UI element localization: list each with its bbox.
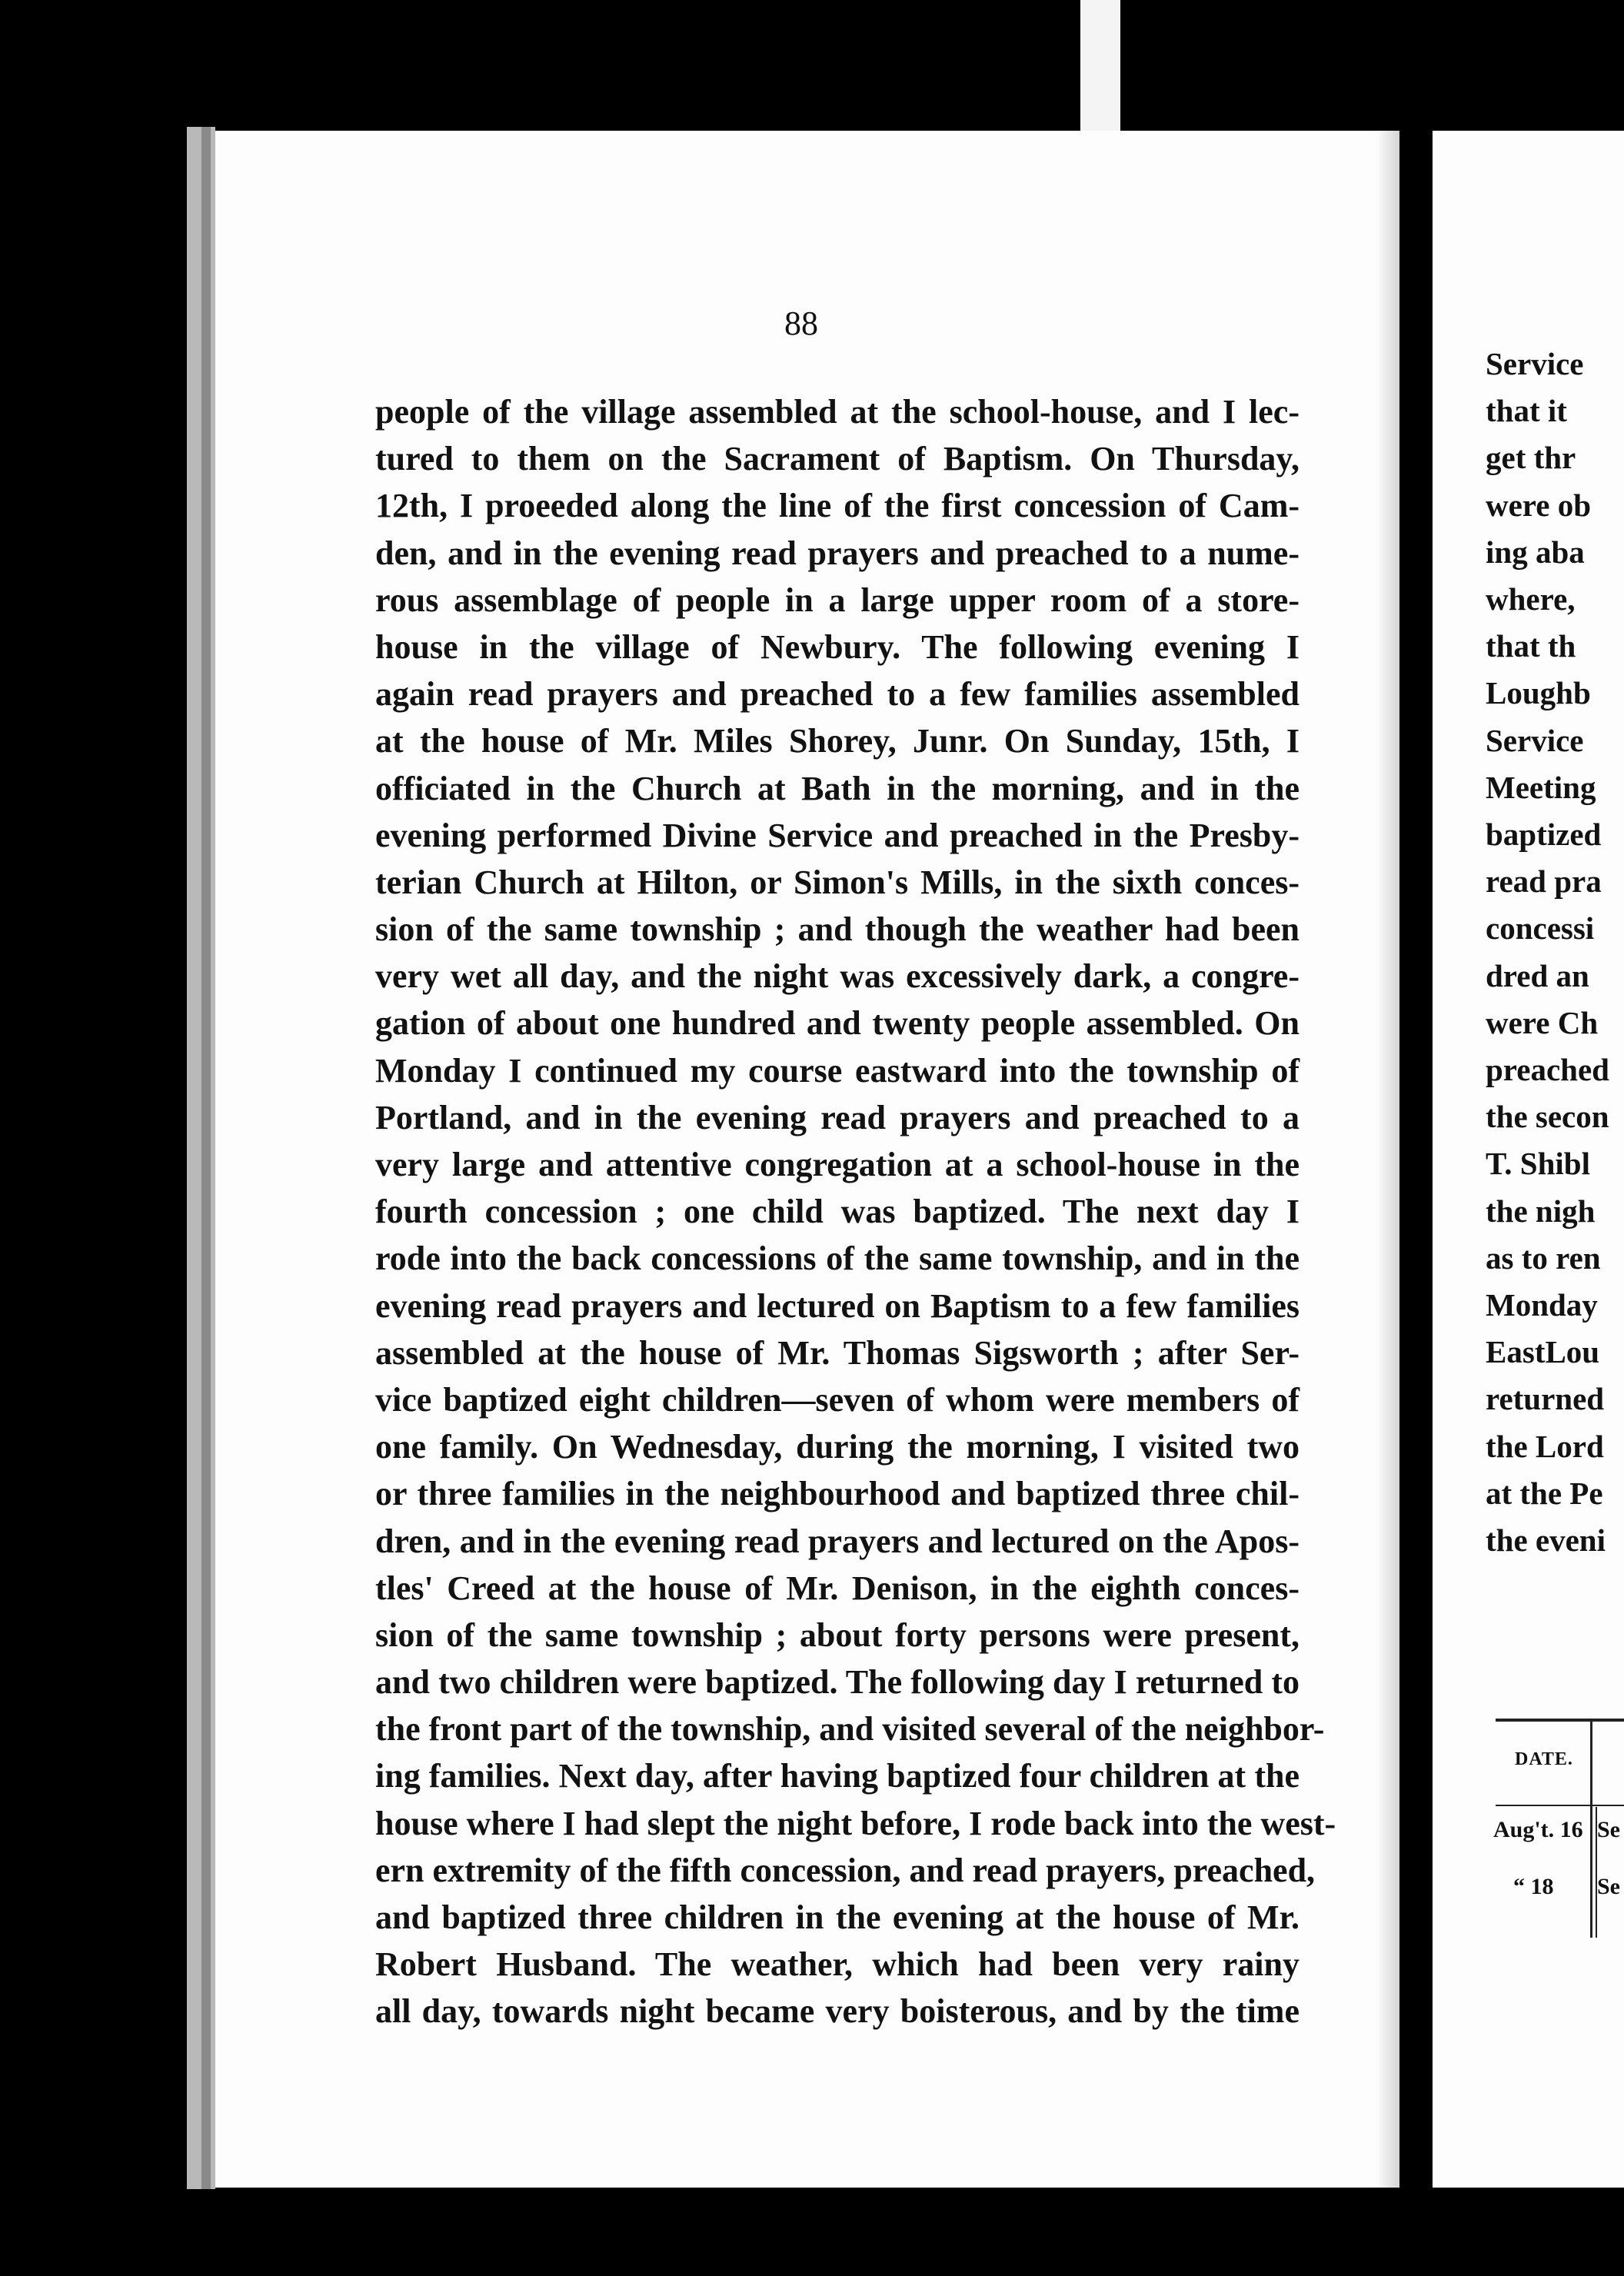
- text-line: again read prayers and preached to a few families assembled: [375, 675, 1300, 714]
- text-line: Meeting: [1486, 769, 1596, 805]
- text-line: den, and in the evening read prayers and preached to a nume-: [375, 534, 1300, 572]
- text-line: assembled at the house of Mr. Thomas Sigsworth ; after Ser-: [375, 1333, 1300, 1372]
- text-line: ern extremity of the fifth concession, and read prayers, preached,: [375, 1851, 1316, 1889]
- text-line: EastLou: [1486, 1334, 1600, 1370]
- text-line: read pra: [1486, 863, 1602, 900]
- gutter-shadow: [1376, 131, 1399, 2188]
- text-line: or three families in the neighbourhood and baptized three chil-: [375, 1475, 1300, 1513]
- text-line: one family. On Wednesday, during the morning, I visited two: [375, 1428, 1300, 1466]
- text-line: vice baptized eight children—seven of whom were members of: [375, 1380, 1300, 1419]
- text-line: Loughb: [1486, 675, 1591, 711]
- table-cell: Se: [1597, 1874, 1620, 1899]
- text-line: gation of about one hundred and twenty people assembled. On: [375, 1004, 1300, 1043]
- book-left-edge-shadow: [201, 127, 211, 2189]
- text-line: ing aba: [1486, 534, 1585, 570]
- text-line: the front part of the township, and visited several of the neighbor-: [375, 1710, 1325, 1749]
- text-line: and baptized three children in the evening at the house of Mr.: [375, 1898, 1300, 1936]
- table-date-cell: “ 18: [1513, 1874, 1554, 1899]
- text-line: preached: [1486, 1052, 1609, 1088]
- table-cell: Se: [1597, 1817, 1620, 1842]
- table-date-cell: Aug't. 16: [1493, 1817, 1583, 1842]
- table-top-rule: [1496, 1719, 1624, 1722]
- text-line: house where I had slept the night before, I rode back into the west-: [375, 1804, 1336, 1842]
- text-line: ing families. Next day, after having baptized four children at the: [375, 1757, 1300, 1795]
- text-line: evening read prayers and lectured on Baptism to a few families: [375, 1286, 1300, 1325]
- page-number: 88: [784, 304, 818, 342]
- text-line: returned: [1486, 1381, 1605, 1417]
- text-line: where,: [1486, 581, 1576, 617]
- left-page-body: [375, 388, 1336, 2035]
- text-line: tured to them on the Sacrament of Baptism. On Thursday,: [375, 440, 1300, 478]
- text-line: people of the village assembled at the school-house, and I lec-: [375, 393, 1300, 431]
- text-line: at the house of Mr. Miles Shorey, Junr. On Sunday, 15th, I: [375, 722, 1300, 760]
- text-line: 12th, I proeeded along the line of the first concession of Cam-: [375, 487, 1300, 525]
- text-line: Portland, and in the evening read prayers and preached to a: [375, 1098, 1300, 1136]
- text-line: officiated in the Church at Bath in the morning, and in the: [375, 769, 1300, 807]
- text-line: Service: [1486, 722, 1584, 758]
- text-line: Robert Husband. The weather, which had been very rainy: [375, 1945, 1300, 1984]
- text-line: the eveni: [1486, 1522, 1606, 1559]
- text-line: Monday I continued my course eastward into the township of: [375, 1051, 1300, 1090]
- text-line: all day, towards night became very boisterous, and by the time: [375, 1992, 1300, 2031]
- right-page-body: [1486, 341, 1609, 1564]
- table-header-rule: [1496, 1805, 1624, 1806]
- text-line: fourth concession ; one child was baptized. The next day I: [375, 1193, 1300, 1231]
- text-line: that it: [1486, 393, 1567, 429]
- text-line: the secon: [1486, 1099, 1609, 1135]
- text-line: dren, and in the evening read prayers and lectured on the Apos-: [375, 1522, 1300, 1560]
- text-line: very wet all day, and the night was excessively dark, a congre-: [375, 957, 1300, 996]
- text-line: sion of the same township ; and though the weather had been: [375, 910, 1300, 949]
- text-line: were Ch: [1486, 1004, 1599, 1040]
- text-line: were ob: [1486, 487, 1592, 523]
- text-line: Service: [1486, 346, 1584, 381]
- text-line: rode into the back concessions of the same township, and in the: [375, 1239, 1300, 1278]
- text-line: evening performed Divine Service and preached in the Presby-: [375, 816, 1300, 854]
- text-line: Monday: [1486, 1287, 1598, 1323]
- text-line: at the Pe: [1486, 1475, 1603, 1511]
- text-line: dred an: [1486, 957, 1589, 993]
- text-line: sion of the same township ; about forty persons were present,: [375, 1615, 1300, 1654]
- text-line: concessi: [1486, 910, 1595, 947]
- text-line: baptized: [1486, 817, 1602, 853]
- table-header-date: DATE.: [1515, 1749, 1573, 1769]
- text-line: that th: [1486, 628, 1576, 664]
- text-line: rous assemblage of people in a large upper room of a store-: [375, 581, 1300, 619]
- text-line: as to ren: [1486, 1239, 1601, 1276]
- text-line: the Lord: [1486, 1428, 1604, 1464]
- text-line: very large and attentive congregation at a school-house in the: [375, 1146, 1300, 1183]
- text-line: house in the village of Newbury. The following evening I: [375, 627, 1300, 666]
- text-line: terian Church at Hilton, or Simon's Mills, in the sixth conces-: [375, 863, 1300, 901]
- table-column-divider: [1590, 1719, 1592, 1938]
- top-edge-strip: [1080, 0, 1120, 135]
- text-line: the nigh: [1486, 1193, 1596, 1229]
- text-line: tles' Creed at the house of Mr. Denison, in the eighth conces-: [375, 1569, 1300, 1607]
- text-line: get thr: [1486, 440, 1576, 476]
- text-line: T. Shibl: [1486, 1146, 1590, 1182]
- text-line: and two children were baptized. The following day I returned to: [375, 1663, 1300, 1702]
